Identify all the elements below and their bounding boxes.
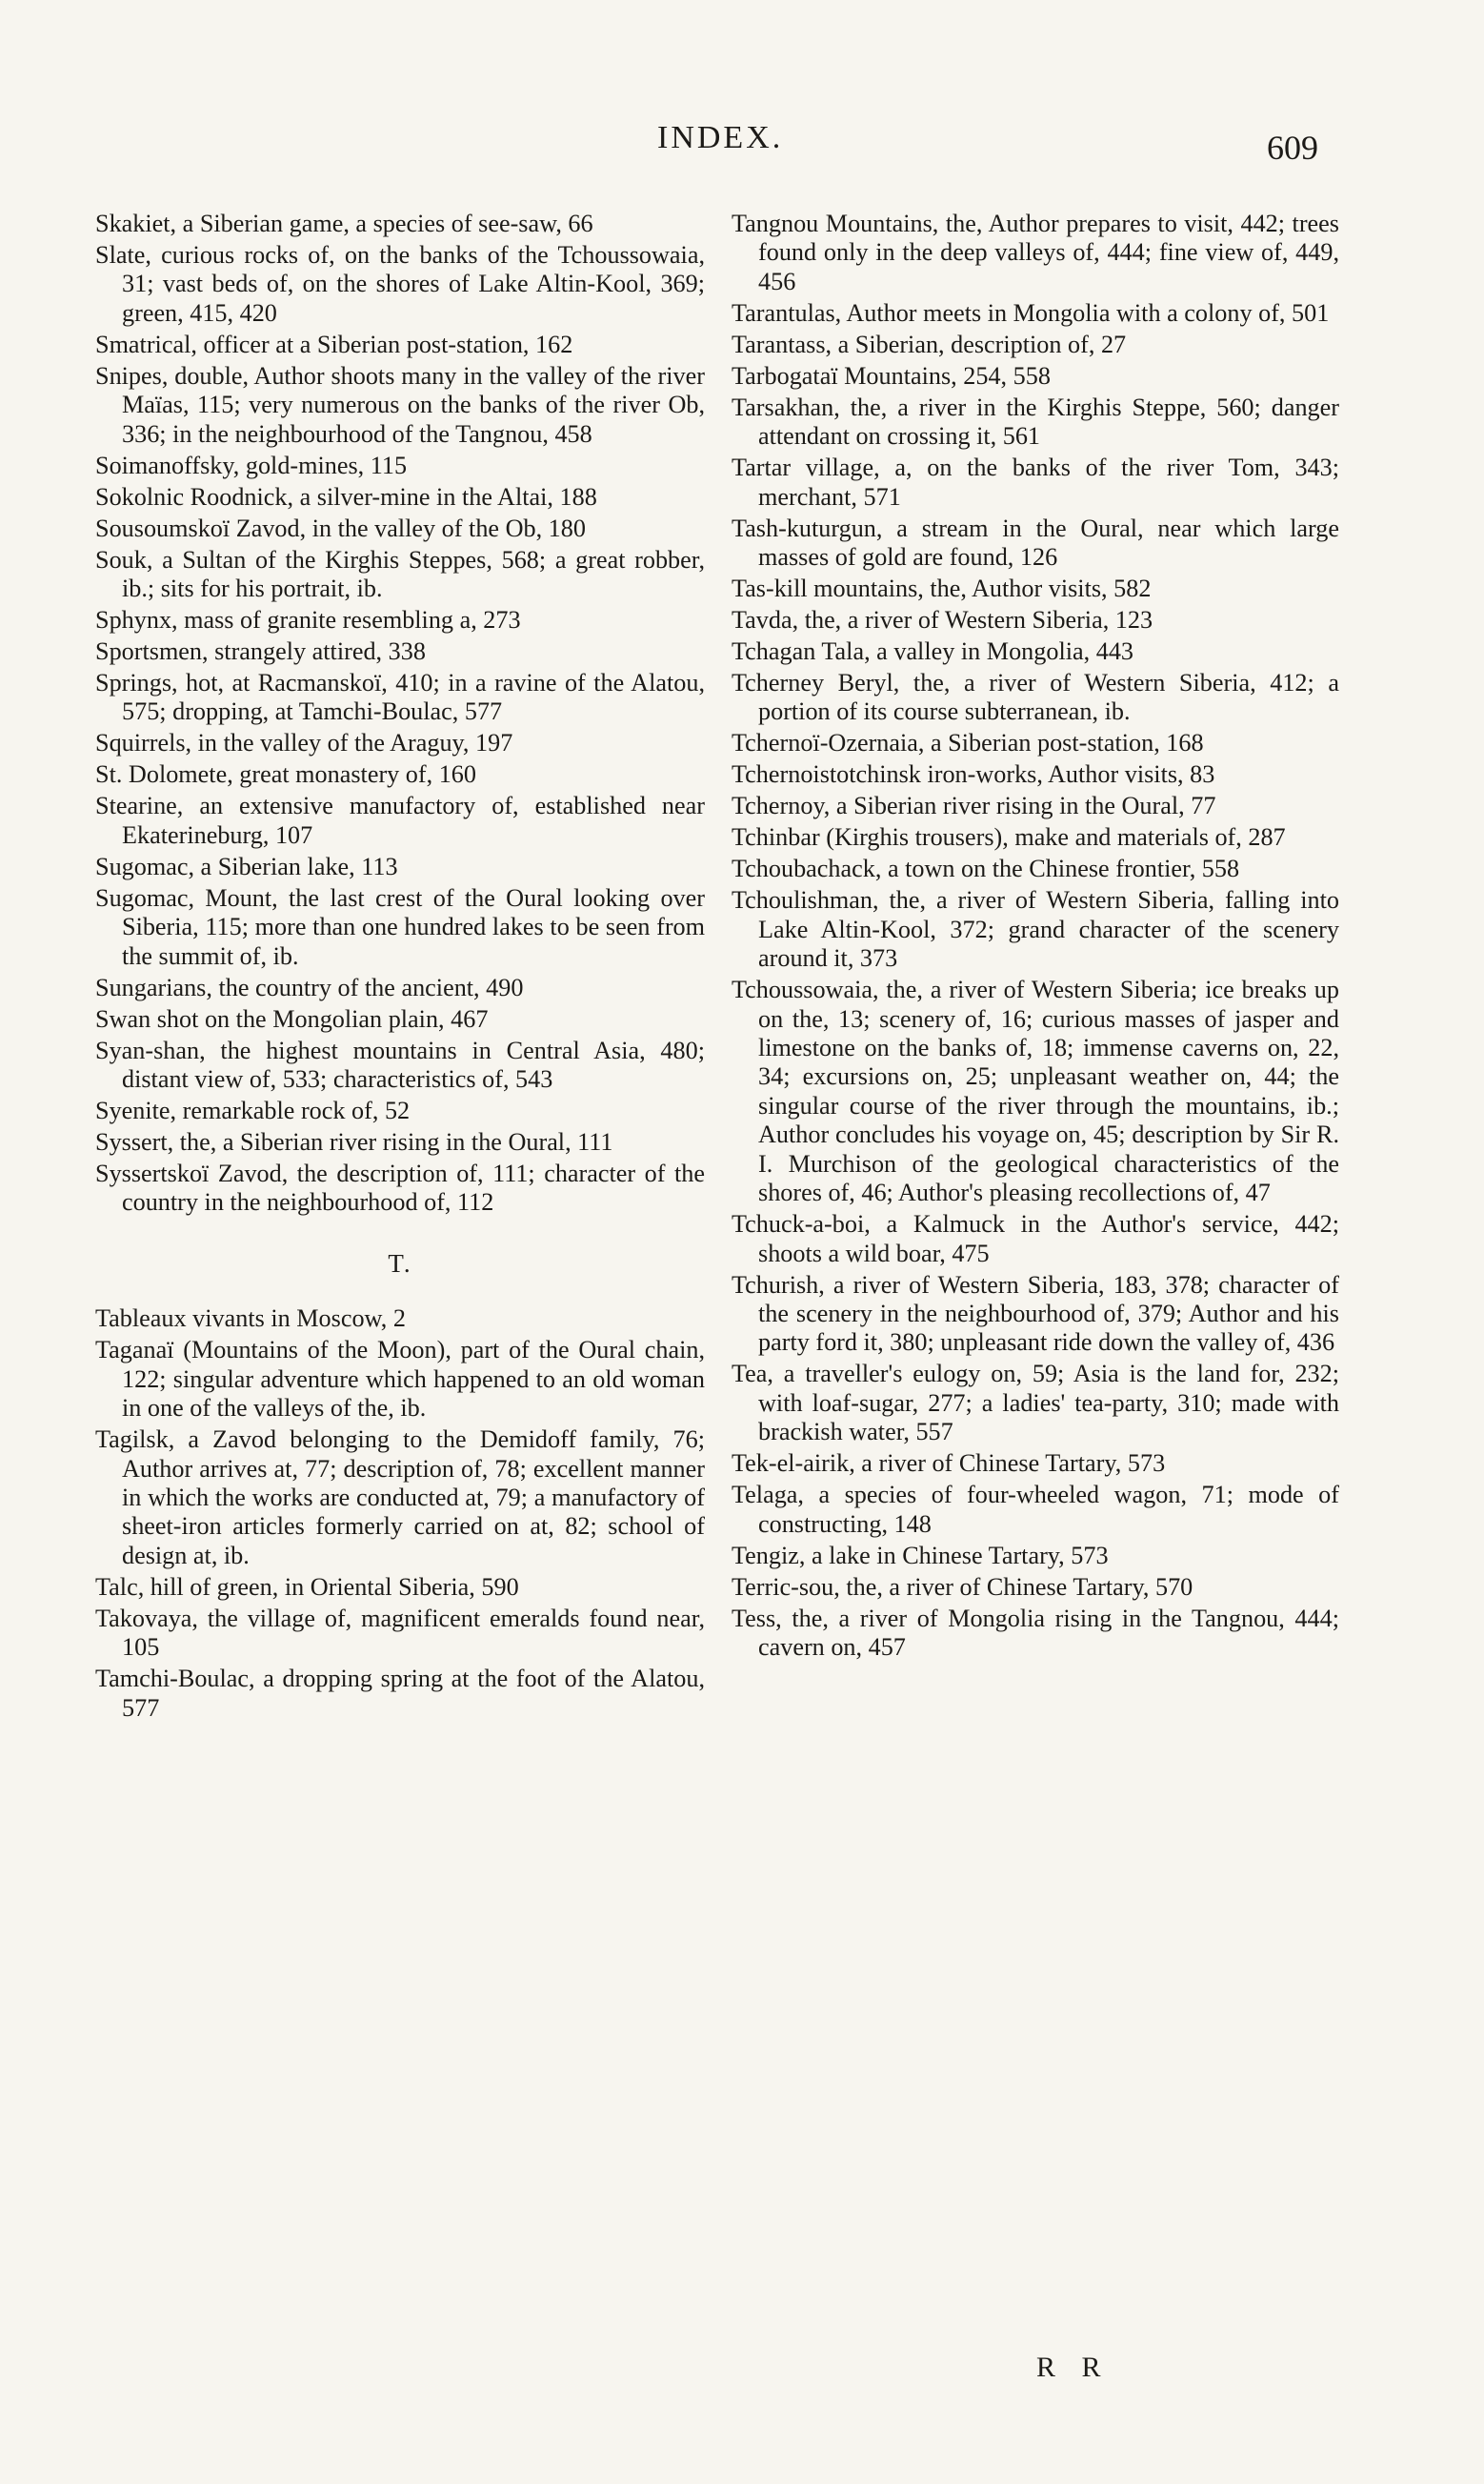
index-entry: Tchinbar (Kirghis trousers), make and materials of, 287 [732,823,1286,852]
index-entry: Tcherney Beryl, the, a river of Western Siberia, 412; a portion of its course subterranean, ib. [732,669,1339,726]
index-entry: Takovaya, the village of, magnificent emeralds found near, 105 [95,1604,705,1662]
index-entry: Tash-kuturgun, a stream in the Oural, near which large masses of gold are found, 126 [732,514,1339,572]
index-entry: Terric-sou, the, a river of Chinese Tartary, 570 [732,1572,1193,1601]
index-entry: Stearine, an extensive manufactory of, established near Ekaterineburg, 107 [95,792,705,849]
index-entry: Sokolnic Roodnick, a silver-mine in the Altai, 188 [95,482,597,511]
index-entry: Tchoubachack, a town on the Chinese frontier, 558 [732,855,1240,883]
t-entries [95,1304,705,1723]
index-entry: Tagilsk, a Zavod belonging to the Demidoff family, 76; Author arrives at, 77; description of, 78; excellent manner in which the works are conducted at, 79; a manufactory of sheet-iron articles formerly carried on at, 82; school of design at, ib. [95,1425,705,1569]
index-entry: Taganaï (Mountains of the Moon), part of the Oural chain, 122; singular adventure which happened to an old woman in one of the valleys of the, ib. [95,1336,705,1423]
index-entry: Tavda, the, a river of Western Siberia, 123 [732,606,1153,635]
index-entry: Tartar village, a, on the banks of the river Tom, 343; merchant, 571 [732,454,1339,511]
index-entry: Sungarians, the country of the ancient, 490 [95,973,524,1001]
index-entry: Sousoumskoï Zavod, in the valley of the Ob, 180 [95,514,586,542]
index-entry: Snipes, double, Author shoots many in the valley of the river Maïas, 115; very numerous on the banks of the river Ob, 336; in the neighbourhood of the Tangnou, 458 [95,361,705,448]
index-entry: Slate, curious rocks of, on the banks of the Tchoussowaia, 31; vast beds of, on the shores of Lake Altin-Kool, 369; green, 415, 420 [95,241,705,327]
index-entry: Tchoulishman, the, a river of Western Siberia, falling into Lake Altin-Kool, 372; grand character of the scenery around it, 373 [732,886,1339,973]
index-entry: Tek-el-airik, a river of Chinese Tartary, 573 [732,1449,1166,1478]
index-entry: Smatrical, officer at a Siberian post-station, 162 [95,330,573,358]
index-entry: Tengiz, a lake in Chinese Tartary, 573 [732,1541,1109,1569]
index-entry: Soimanoffsky, gold-mines, 115 [95,451,408,479]
running-title: INDEX. [657,120,784,155]
index-entry: Tea, a traveller's eulogy on, 59; Asia is the land for, 232; with loaf-sugar, 277; a ladies' tea-party, 310; made with brackish water, 557 [732,1360,1339,1446]
page-number: 609 [1267,129,1318,167]
index-entry: Tableaux vivants in Moscow, 2 [95,1304,406,1333]
index-entry: Skakiet, a Siberian game, a species of see-saw, 66 [95,210,593,237]
index-entry: Syenite, remarkable rock of, 52 [95,1097,411,1125]
index-entry: Tas-kill mountains, the, Author visits, 582 [732,575,1152,603]
index-entry: Tangnou Mountains, the, Author prepares to visit, 442; trees found only in the deep valleys of, 444; fine view of, 449, 456 [732,210,1339,295]
index-entry: Squirrels, in the valley of the Araguy, 197 [95,729,513,757]
index-entry: Sportsmen, strangely attired, 338 [95,637,426,666]
index-entry: Tamchi-Boulac, a dropping spring at the foot of the Alatou, 577 [95,1665,705,1722]
printer-signature-mark: R R [1036,2352,1111,2383]
index-entry: Sugomac, a Siberian lake, 113 [95,852,398,880]
index-entry: Tarantulas, Author meets in Mongolia with a colony of, 501 [732,298,1330,327]
index-entry: Tarbogataï Mountains, 254, 558 [732,361,1051,390]
s-entries [95,210,705,1218]
section-letter-heading: T. [388,1248,412,1278]
index-entry: Tchagan Tala, a valley in Mongolia, 443 [732,637,1134,666]
index-entry: Tess, the, a river of Mongolia rising in the Tangnou, 444; cavern on, 457 [732,1604,1339,1661]
index-entry: Swan shot on the Mongolian plain, 467 [95,1004,489,1033]
index-entry: Souk, a Sultan of the Kirghis Steppes, 568; a great robber, ib.; sits for his portrait, ib. [95,545,705,603]
index-entry: Tarantass, a Siberian, description of, 27 [732,330,1127,358]
index-entry: Springs, hot, at Racmanskoï, 410; in a ravine of the Alatou, 575; dropping, at Tamchi-Boulac, 577 [95,669,705,726]
index-entry: Tchoussowaia, the, a river of Western Siberia; ice breaks up on the, 13; scenery of, 16; curious masses of jasper and limestone on the banks of, 18; immense caverns on, 22, 34; excursions on, 25; unpleasant weather on, 44; the singular course of the river through the mountains, ib.; Author concludes his voyage on, 45; description by Sir R. I. Murchison of the geological characteristics of the shores of, 46; Author's pleasing recollections of, 47 [732,976,1339,1207]
index-entry: Syssertskoï Zavod, the description of, 111; character of the country in the neighbourhood of, 112 [95,1160,705,1217]
index-column-right [732,210,1339,1665]
index-entry: Sugomac, Mount, the last crest of the Oural looking over Siberia, 115; more than one hundred lakes to be seen from the summit of, ib. [95,883,705,970]
index-entry: Syssert, the, a Siberian river rising in the Oural, 111 [95,1128,613,1157]
index-entry: Syan-shan, the highest mountains in Central Asia, 480; distant view of, 533; characteristics of, 543 [95,1036,705,1094]
index-entry: Tchernoy, a Siberian river rising in the Oural, 77 [732,792,1216,820]
index-entry: Telaga, a species of four-wheeled wagon, 71; mode of constructing, 148 [732,1481,1339,1538]
page-header [0,112,1484,170]
index-entry: Tchernoï-Ozernaia, a Siberian post-station, 168 [732,729,1204,757]
index-entry: Tarsakhan, the, a river in the Kirghis Steppe, 560; danger attendant on crossing it, 561 [732,393,1339,451]
index-entry: Tchernoistotchinsk iron-works, Author visits, 83 [732,760,1215,789]
index-entry: Tchuck-a-boi, a Kalmuck in the Author's service, 442; shoots a wild boar, 475 [732,1210,1339,1267]
index-entry: Talc, hill of green, in Oriental Siberia, 590 [95,1572,519,1601]
index-entry: Tchurish, a river of Western Siberia, 183, 378; character of the scenery in the neighbourhood of, 379; Author and his party ford it, 380; unpleasant ride down the valley of, 436 [732,1270,1339,1357]
index-entry: St. Dolomete, great monastery of, 160 [95,760,476,789]
index-column-left [95,210,705,1726]
index-entry: Sphynx, mass of granite resembling a, 273 [95,606,521,635]
